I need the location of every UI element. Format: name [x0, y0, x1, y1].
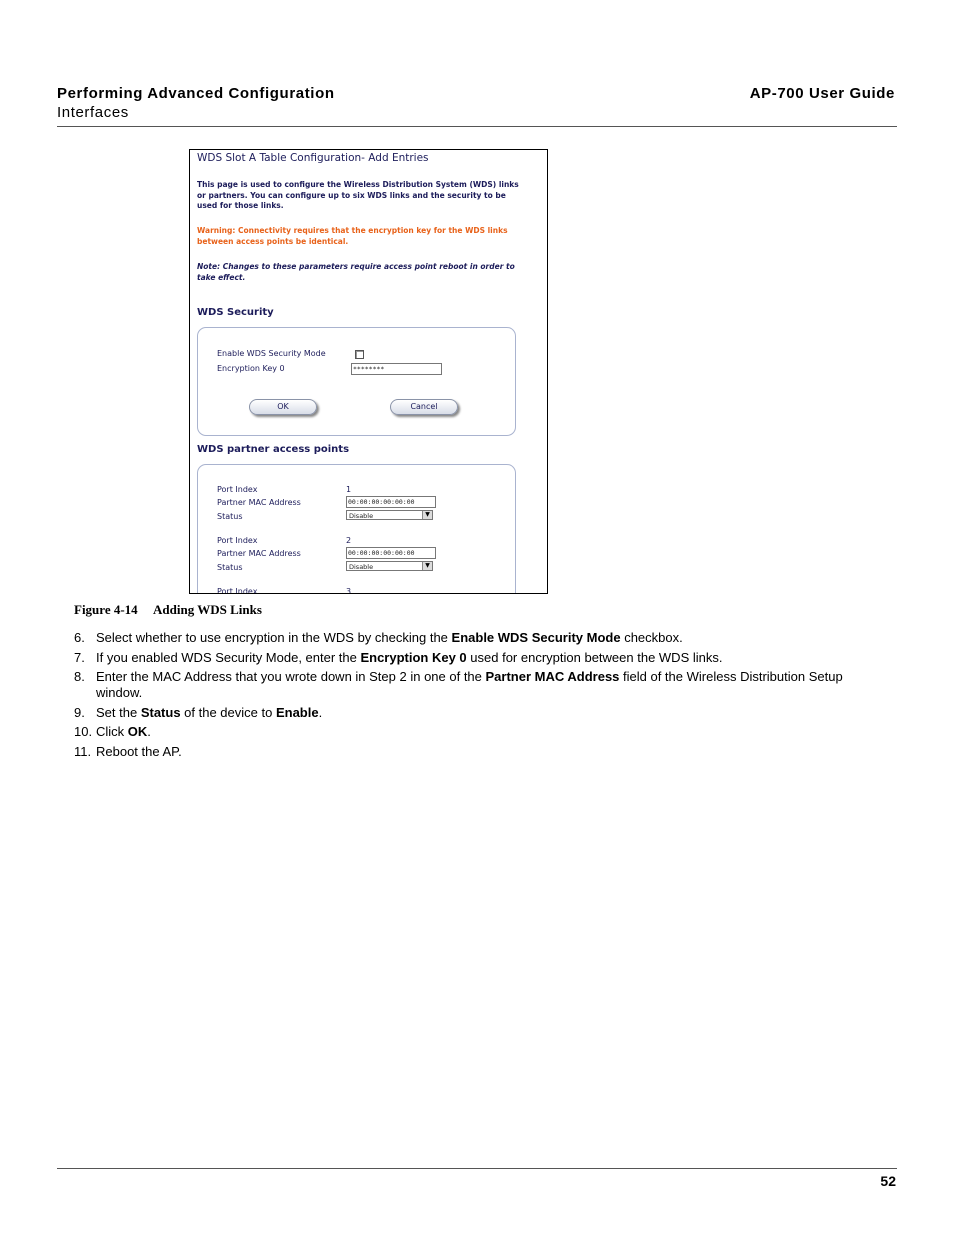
port-index-label: Port Index	[217, 587, 258, 594]
status-label: Status	[217, 563, 243, 572]
enable-security-label: Enable WDS Security Mode	[217, 349, 326, 358]
chevron-down-icon[interactable]: ▼	[422, 562, 432, 570]
list-item	[74, 650, 874, 666]
port-index-value: 3	[346, 587, 352, 594]
list-item	[74, 705, 874, 721]
step-text: .	[147, 724, 151, 740]
screenshot-note: Note: Changes to these parameters require access point reboot in order to take effect.	[197, 262, 515, 282]
step-bold: Partner MAC Address	[485, 669, 620, 685]
step-text: Enter the MAC Address that you wrote down in Step 2 in one of the	[96, 669, 486, 685]
step-text: .	[318, 704, 323, 720]
status-select[interactable]	[346, 561, 433, 571]
step-number: 7.	[74, 649, 85, 665]
encryption-key-input[interactable]: ********	[351, 363, 442, 375]
step-bold: OK	[127, 724, 148, 740]
screenshot-title: WDS Slot A Table Configuration- Add Entries	[197, 152, 429, 164]
enable-security-checkbox[interactable]	[355, 350, 364, 359]
step-text: Select whether to use encryption in the WDS by checking the	[96, 630, 452, 645]
header-rule	[57, 126, 897, 127]
wds-config-screenshot	[189, 149, 548, 594]
screenshot-intro: This page is used to configure the Wireless Distribution System (WDS) links or partners. You can configure up to six WDS links and the security to be used for those links.	[197, 180, 519, 210]
step-text: Set the	[96, 704, 141, 720]
header-subsection: Interfaces	[57, 104, 129, 121]
partners-panel	[197, 464, 516, 594]
step-list	[74, 630, 874, 764]
step-text: Click	[96, 724, 128, 740]
step-text: field of the Wireless Distribution Setup window.	[96, 669, 843, 701]
partner-mac-input[interactable]: 00:00:00:00:00:00	[346, 496, 436, 508]
step-bold: Encryption Key 0	[360, 649, 467, 665]
step-number: 9.	[74, 704, 85, 720]
step-text: checkbox.	[620, 630, 683, 645]
step-number: 10.	[74, 724, 93, 740]
header-guide-title: AP-700 User Guide	[749, 85, 895, 102]
port-index-label: Port Index	[217, 485, 258, 494]
partner-mac-label: Partner MAC Address	[217, 498, 301, 507]
ok-button[interactable]: OK	[249, 399, 317, 415]
partners-heading: WDS partner access points	[197, 444, 350, 455]
status-select-value: Disable	[349, 512, 374, 520]
step-number: 8.	[74, 669, 85, 685]
step-text: of the device to	[180, 704, 276, 720]
status-select[interactable]	[346, 510, 433, 520]
status-select-value: Disable	[349, 563, 374, 571]
figure-number: Figure 4-14	[74, 602, 138, 617]
list-item	[74, 630, 874, 646]
screenshot-warning: Warning: Connectivity requires that the encryption key for the WDS links between access points be identical.	[197, 226, 508, 246]
step-number: 6.	[74, 630, 85, 645]
page-number: 52	[880, 1173, 896, 1189]
figure-title: Adding WDS Links	[153, 602, 262, 617]
partner-mac-label: Partner MAC Address	[217, 549, 301, 558]
port-index-label: Port Index	[217, 536, 258, 545]
list-item	[74, 669, 874, 701]
encryption-key-label: Encryption Key 0	[217, 364, 285, 373]
cancel-button[interactable]: Cancel	[390, 399, 458, 415]
status-label: Status	[217, 512, 243, 521]
step-bold: Status	[140, 704, 181, 720]
figure-caption	[74, 602, 262, 618]
footer-rule	[57, 1168, 897, 1169]
list-item	[74, 724, 874, 740]
step-bold: Enable WDS Security Mode	[451, 630, 621, 645]
security-panel	[197, 327, 516, 436]
step-number: 11.	[74, 743, 92, 759]
partner-mac-input[interactable]: 00:00:00:00:00:00	[346, 547, 436, 559]
step-text: If you enabled WDS Security Mode, enter the	[96, 649, 361, 665]
step-bold: Enable	[275, 704, 319, 720]
port-index-value: 1	[346, 485, 352, 494]
security-heading: WDS Security	[197, 307, 274, 318]
port-index-value: 2	[346, 536, 352, 545]
header-section-title: Performing Advanced Configuration	[57, 85, 335, 102]
step-text: Reboot the AP.	[96, 743, 182, 759]
chevron-down-icon[interactable]: ▼	[422, 511, 432, 519]
list-item	[74, 744, 874, 760]
step-text: used for encryption between the WDS links.	[466, 649, 723, 665]
